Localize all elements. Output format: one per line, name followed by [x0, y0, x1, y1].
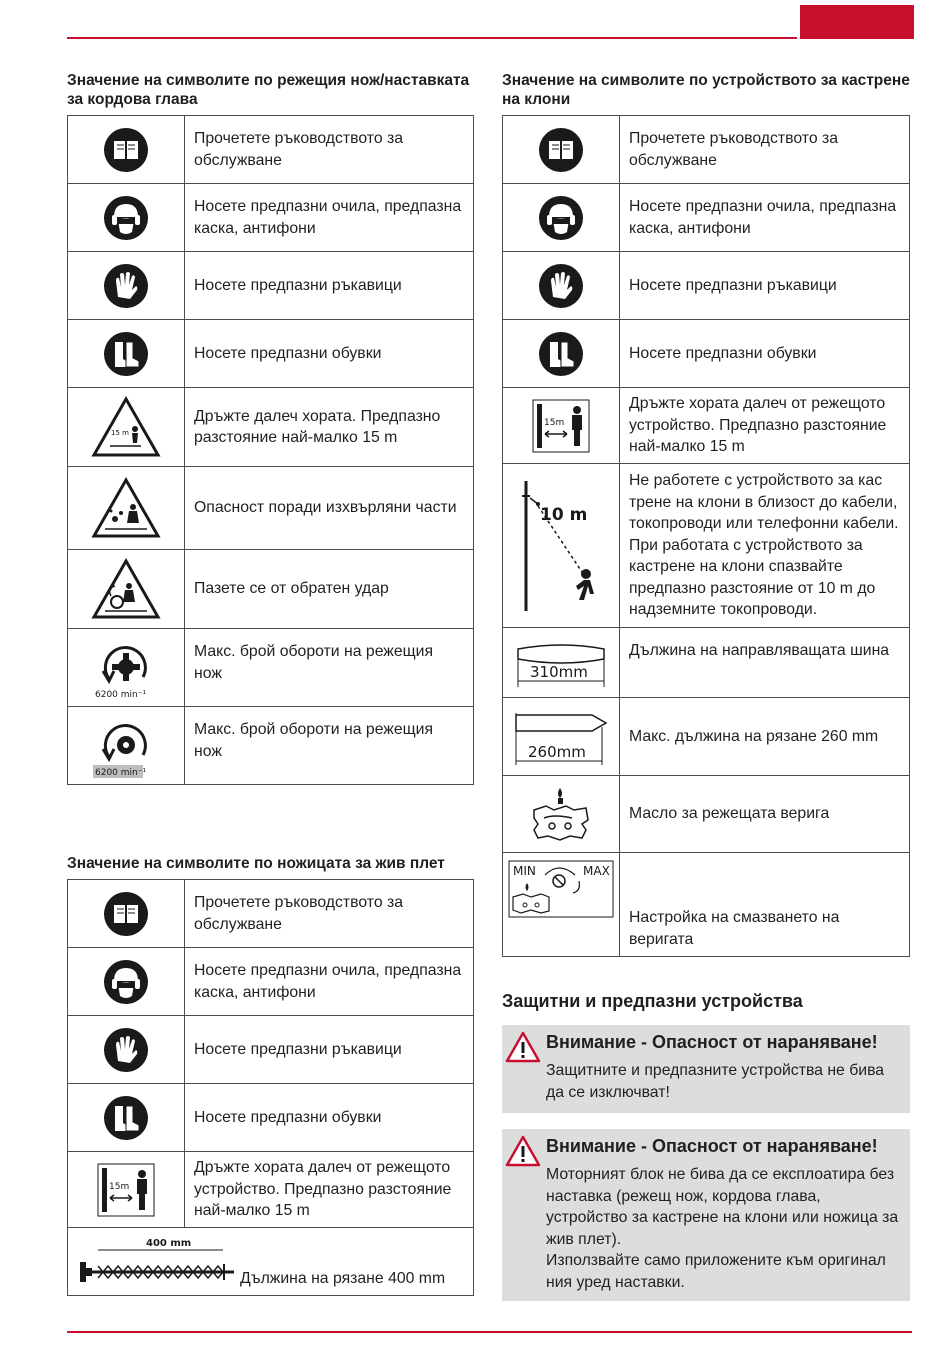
symbol-description: Дръжте хората далеч от режещото устройство. Предпазно разстояние най-малко 15 m [185, 1152, 474, 1228]
warning-triangle-icon [505, 1135, 541, 1172]
hedge-symbols-table [67, 879, 474, 1296]
symbol-description: Носете предпазни ръкавици [620, 252, 910, 320]
header-tab [800, 5, 914, 39]
max-cut-length-icon [503, 698, 620, 776]
symbol-description: Дръжте хората далеч от режещото устройство. Предпазно разстояние най-малко 15 m [620, 388, 910, 464]
table-row [68, 1016, 474, 1084]
symbol-description: Прочетете ръководството за обслужване [185, 116, 474, 184]
table-row [68, 550, 474, 629]
trimmer-section-title: Значение на символите по режещия нож/наставката за кордова глава [67, 72, 470, 108]
kickback-warning-icon [68, 550, 185, 629]
keep-distance-15m-icon [68, 1152, 185, 1228]
symbol-description: Макс. брой обороти на режещия нож [185, 707, 474, 785]
table-row [68, 948, 474, 1016]
symbol-description: Макс. дължина на рязане 260 mm [620, 698, 910, 776]
rpm-label: 6200 min⁻¹ [95, 767, 147, 778]
symbol-description: Носете предпазни обувки [185, 1084, 474, 1152]
table-row [503, 698, 910, 776]
pruner-section-title: Значение на символите по устройството за кастрене на клони [502, 72, 910, 108]
symbol-description: Носете предпазни очила, предпазна каска, антифони [185, 184, 474, 252]
symbol-description: Масло за режещата верига [620, 776, 910, 853]
table-row [68, 116, 474, 184]
cut-length-row [68, 1228, 474, 1296]
manual-icon [68, 116, 185, 184]
bar-length-label: 310mm [530, 662, 588, 681]
min-label: MIN [513, 864, 536, 878]
table-row [503, 320, 910, 388]
symbol-description: Опасност поради изхвърляни части [185, 467, 474, 550]
table-row [68, 388, 474, 467]
warning-text: Моторният блок не бива да се експлоатира без наставка (режещ нож, кордова глава, устройство за кастрене на клони или ножица за жив плет). Използвайте само приложените към оригинал ния уред наставки. [546, 1166, 899, 1291]
warning-triangle-icon [505, 1031, 541, 1068]
max-rpm-disc-icon [68, 707, 185, 785]
symbol-description: Дължина на направляващата шина [620, 628, 910, 698]
header-rule [67, 37, 797, 39]
pruner-symbols-table [502, 115, 910, 957]
symbol-description: Дръжте далеч хората. Предпазно разстояние най-малко 15 m [185, 388, 474, 467]
symbol-description: Пазете се от обратен удар [185, 550, 474, 629]
symbol-description: Носете предпазни обувки [185, 320, 474, 388]
protection-heading: Защитни и предпазни устройства [502, 991, 803, 1011]
hedge-section-title: Значение на символите по ножицата за жив плет [67, 855, 445, 872]
cut-length-text: Дължина на рязане 400 mm [240, 1269, 446, 1287]
power-line-distance-icon [503, 464, 620, 628]
gloves-icon [68, 252, 185, 320]
cut-length-label: 260mm [528, 742, 586, 761]
manual-icon [503, 116, 620, 184]
table-row [68, 252, 474, 320]
warning-text: Защитните и предпазните устройства не бива да се изключват! [546, 1062, 885, 1101]
chain-oil-icon [503, 776, 620, 853]
boots-icon [68, 320, 185, 388]
max-rpm-blade-icon [68, 629, 185, 707]
symbol-description: Носете предпазни очила, предпазна каска, антифони [185, 948, 474, 1016]
boots-icon [503, 320, 620, 388]
symbol-description: Макс. брой обороти на режещия нож [185, 629, 474, 707]
trimmer-symbols-section [67, 71, 474, 785]
helmet-goggles-earmuffs-icon [503, 184, 620, 252]
guide-bar-length-icon [503, 628, 620, 698]
table-row [503, 853, 910, 957]
table-row [68, 629, 474, 707]
pruner-symbols-section [502, 71, 910, 957]
distance-label: 15 m [111, 429, 129, 437]
flying-parts-warning-icon [68, 467, 185, 550]
distance-label: 10 m [540, 504, 588, 525]
hedge-blade-length-icon [78, 1236, 240, 1288]
table-row [503, 464, 910, 628]
table-row [503, 116, 910, 184]
gloves-icon [68, 1016, 185, 1084]
blade-length-label: 400 mm [146, 1237, 192, 1249]
rpm-label: 6200 min⁻¹ [95, 689, 147, 700]
table-row [503, 388, 910, 464]
table-row [68, 184, 474, 252]
table-row [68, 1084, 474, 1152]
table-row [68, 1152, 474, 1228]
table-row [68, 320, 474, 388]
warning-title: Внимание - Опасност от нараняване! [546, 1136, 878, 1156]
max-label: MAX [583, 864, 610, 878]
hedge-symbols-section [67, 854, 474, 1296]
warning-box [502, 1129, 910, 1301]
footer-rule [67, 1331, 912, 1333]
symbol-description: Носете предпазни ръкавици [185, 1016, 474, 1084]
symbol-description: Не работете с устройството за кас трене на клони в близост до кабели, токопроводи или телефонни кабели. При работата с устройството за кастрене на клони спазвайте предпазно разстояние от 10 m до надземните токопроводи. [620, 464, 910, 628]
warning-box [502, 1025, 910, 1113]
symbol-description: Прочетете ръководството за обслужване [620, 116, 910, 184]
symbol-description: Носете предпазни обувки [620, 320, 910, 388]
manual-icon [68, 880, 185, 948]
table-row [503, 628, 910, 698]
table-row [68, 707, 474, 785]
table-row [503, 252, 910, 320]
helmet-goggles-earmuffs-icon [68, 184, 185, 252]
table-row [68, 467, 474, 550]
keep-distance-warning-icon [68, 388, 185, 467]
distance-label: 15m [544, 417, 565, 428]
table-row [68, 1228, 474, 1296]
warning-title: Внимание - Опасност от нараняване! [546, 1032, 878, 1052]
boots-icon [68, 1084, 185, 1152]
gloves-icon [503, 252, 620, 320]
table-row [68, 880, 474, 948]
chain-lubrication-adjust-icon [503, 853, 620, 957]
symbol-description: Прочетете ръководството за обслужване [185, 880, 474, 948]
table-row [503, 776, 910, 853]
table-row [503, 184, 910, 252]
symbol-description: Настройка на смазването на веригата [620, 853, 910, 957]
helmet-goggles-earmuffs-icon [68, 948, 185, 1016]
distance-label: 15m [109, 1181, 130, 1192]
symbol-description: Носете предпазни ръкавици [185, 252, 474, 320]
trimmer-symbols-table [67, 115, 474, 785]
symbol-description: Носете предпазни очила, предпазна каска, антифони [620, 184, 910, 252]
keep-distance-15m-icon [503, 388, 620, 464]
